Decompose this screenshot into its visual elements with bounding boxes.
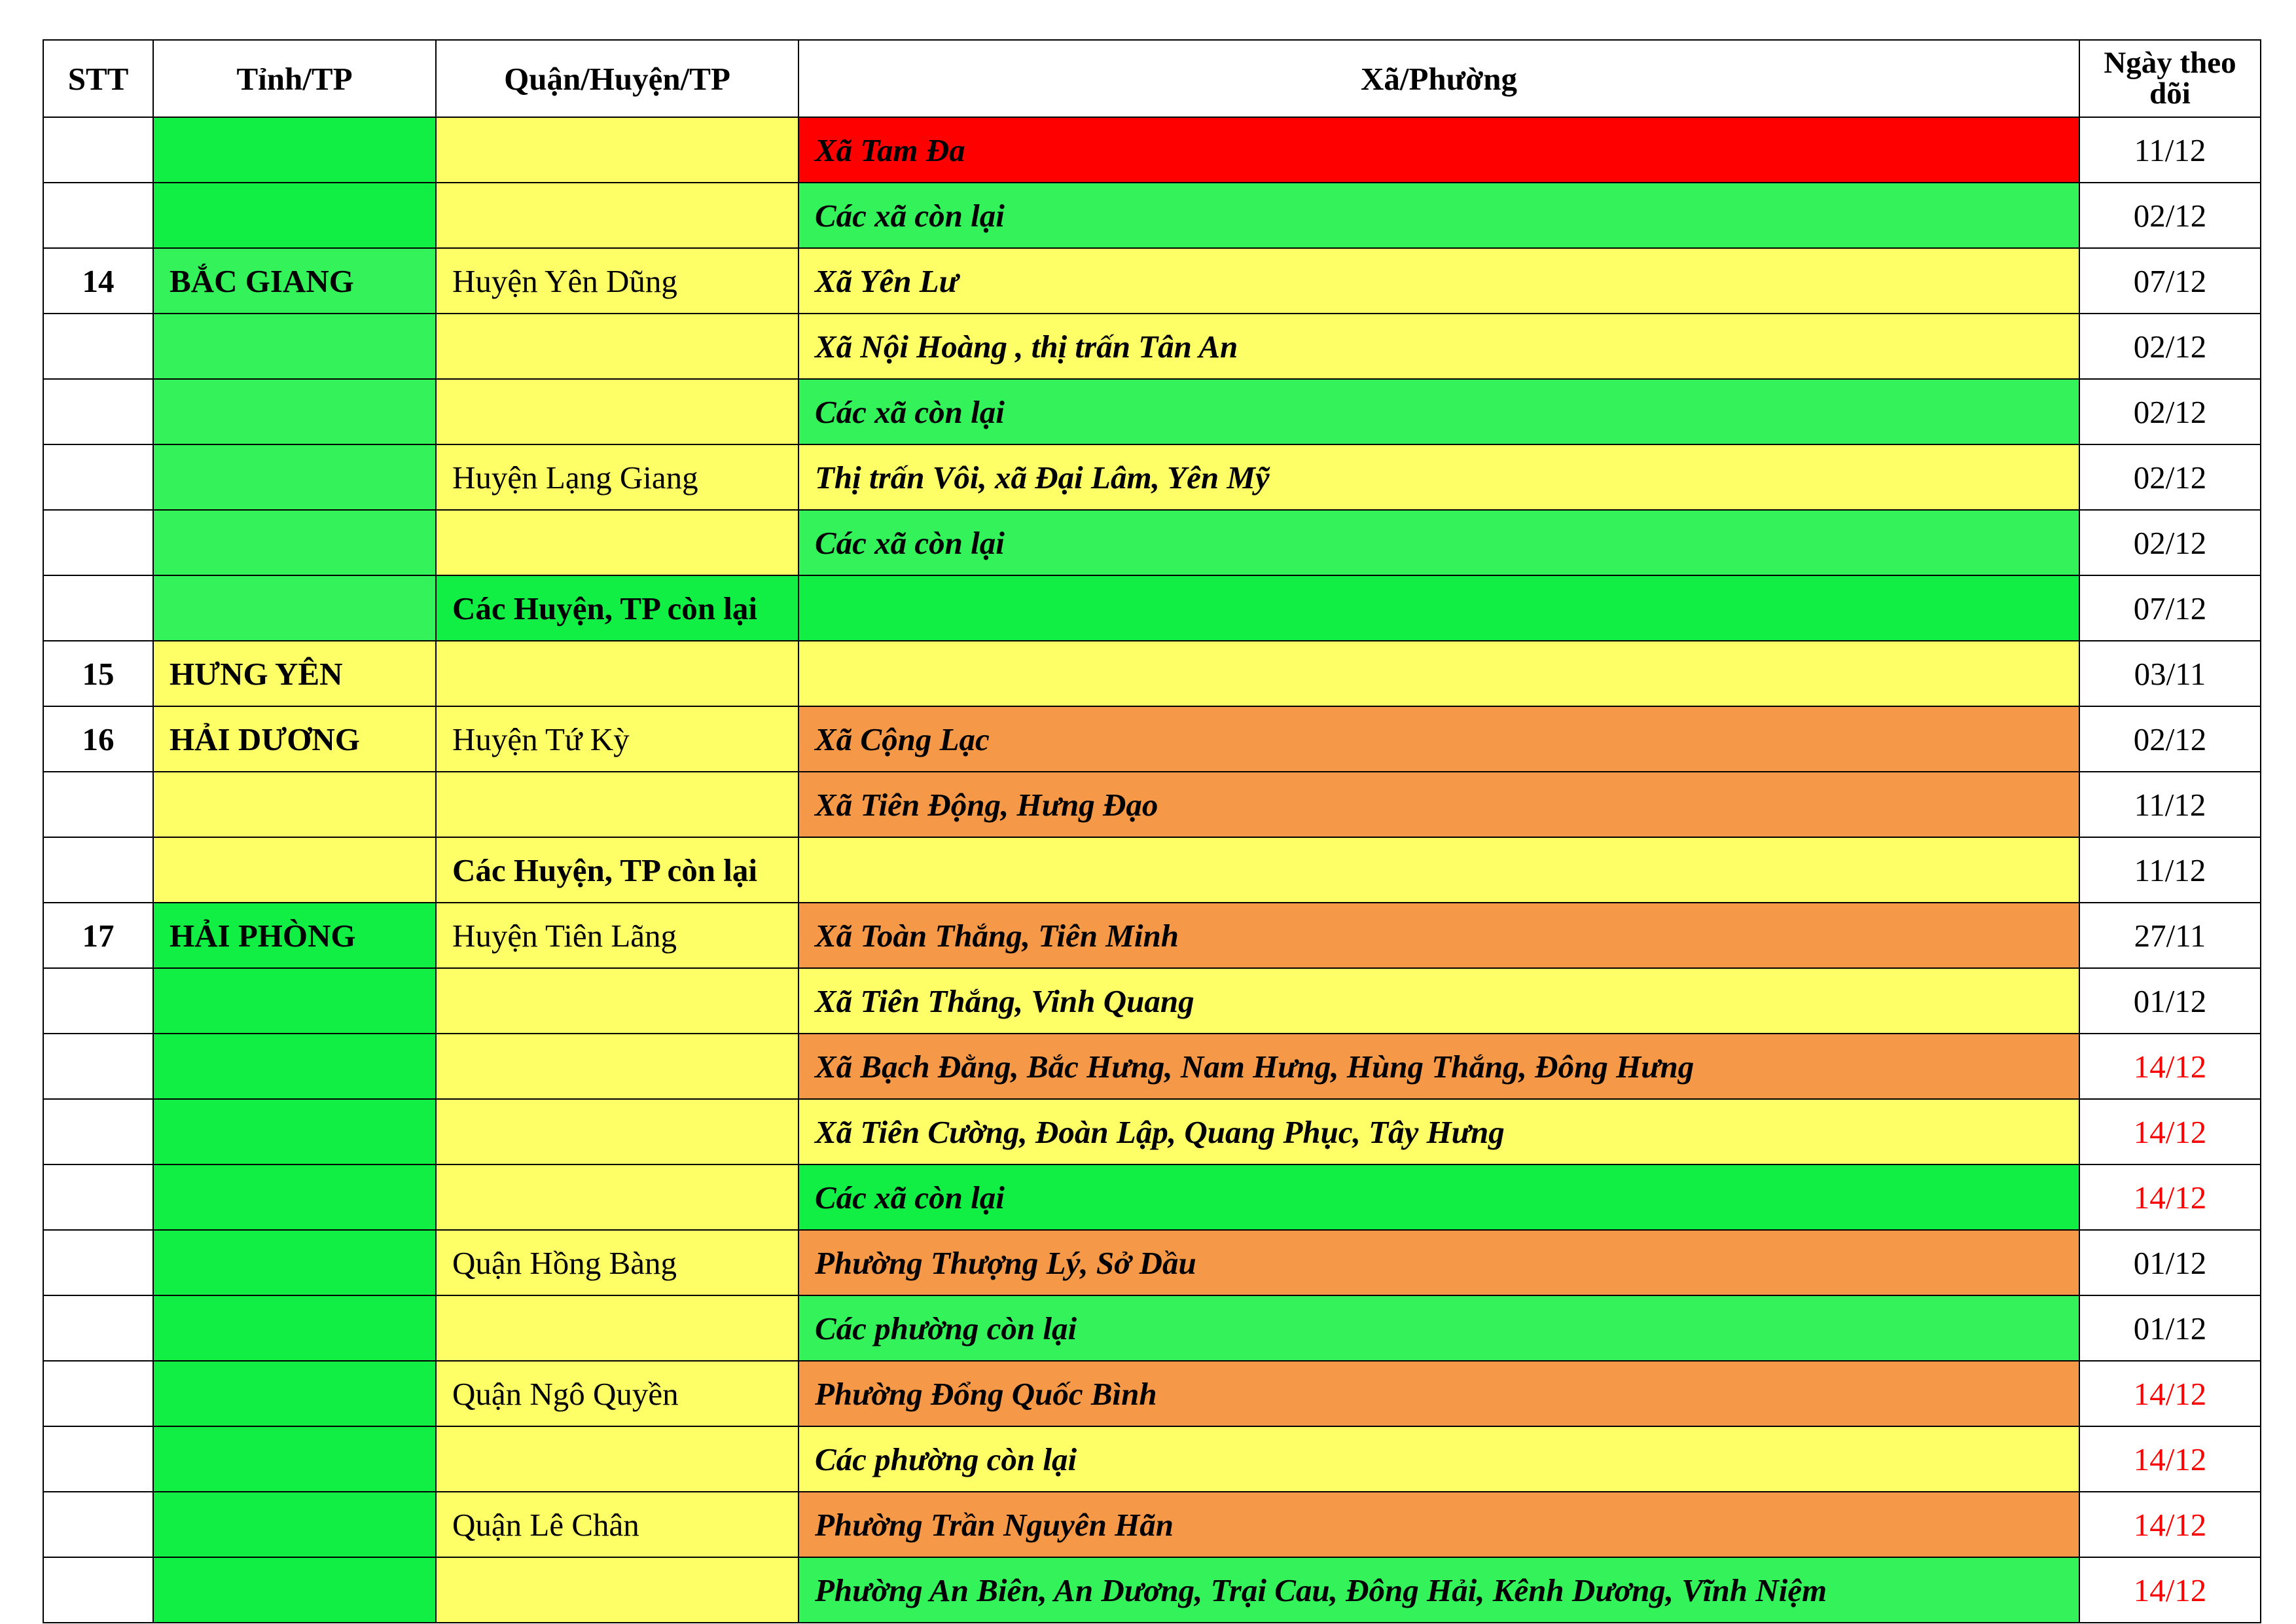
table-row: [43, 1230, 2261, 1295]
header-date: Ngày theo dõi: [2079, 40, 2261, 117]
header-district: Quận/Huyện/TP: [436, 40, 798, 117]
stt-cell: [43, 379, 153, 444]
table-row: [43, 1492, 2261, 1557]
stt-cell: [43, 510, 153, 575]
table-row: [43, 772, 2261, 837]
date-cell: 27/11: [2079, 903, 2261, 968]
header-row: [43, 40, 2261, 117]
stt-cell: [43, 1034, 153, 1099]
district-cell: [436, 1295, 798, 1361]
date-cell: 14/12: [2079, 1099, 2261, 1164]
ward-cell: Xã Yên Lư: [798, 248, 2079, 314]
table-row: [43, 1164, 2261, 1230]
date-cell: 02/12: [2079, 314, 2261, 379]
date-cell: 11/12: [2079, 117, 2261, 183]
district-cell: Các Huyện, TP còn lại: [436, 575, 798, 641]
table-row: [43, 314, 2261, 379]
stt-cell: 17: [43, 903, 153, 968]
date-cell: 14/12: [2079, 1361, 2261, 1426]
district-cell: Quận Hồng Bàng: [436, 1230, 798, 1295]
ward-cell: Các xã còn lại: [798, 379, 2079, 444]
table-row: [43, 575, 2261, 641]
stt-cell: [43, 1099, 153, 1164]
stt-cell: [43, 837, 153, 903]
stt-cell: 16: [43, 706, 153, 772]
stt-cell: [43, 444, 153, 510]
district-cell: [436, 183, 798, 248]
date-cell: 14/12: [2079, 1164, 2261, 1230]
stt-cell: [43, 1426, 153, 1492]
province-cell: [153, 510, 436, 575]
ward-cell: Phường Trần Nguyên Hãn: [798, 1492, 2079, 1557]
district-cell: Huyện Yên Dũng: [436, 248, 798, 314]
ward-cell: Các phường còn lại: [798, 1295, 2079, 1361]
ward-cell: Phường An Biên, An Dương, Trại Cau, Đông Hải, Kênh Dương, Vĩnh Niệm: [798, 1557, 2079, 1623]
table-row: [43, 117, 2261, 183]
table-row: [43, 183, 2261, 248]
stt-cell: [43, 1557, 153, 1623]
province-cell: [153, 1230, 436, 1295]
date-cell: 02/12: [2079, 706, 2261, 772]
table-row: [43, 1295, 2261, 1361]
stt-cell: [43, 314, 153, 379]
district-cell: [436, 117, 798, 183]
district-cell: [436, 1557, 798, 1623]
province-cell: HẢI DƯƠNG: [153, 706, 436, 772]
table-row: [43, 379, 2261, 444]
district-cell: [436, 314, 798, 379]
stt-cell: [43, 968, 153, 1034]
province-cell: [153, 183, 436, 248]
date-cell: 02/12: [2079, 510, 2261, 575]
ward-cell: [798, 837, 2079, 903]
district-cell: Quận Lê Chân: [436, 1492, 798, 1557]
ward-cell: Xã Nội Hoàng , thị trấn Tân An: [798, 314, 2079, 379]
table-row: [43, 1034, 2261, 1099]
date-cell: 01/12: [2079, 968, 2261, 1034]
date-cell: 14/12: [2079, 1492, 2261, 1557]
ward-cell: Xã Tiên Động, Hưng Đạo: [798, 772, 2079, 837]
province-cell: [153, 837, 436, 903]
table-row: [43, 706, 2261, 772]
date-cell: 11/12: [2079, 837, 2261, 903]
district-cell: [436, 1426, 798, 1492]
district-cell: [436, 968, 798, 1034]
table-row: [43, 903, 2261, 968]
table-row: [43, 444, 2261, 510]
district-cell: Quận Ngô Quyền: [436, 1361, 798, 1426]
stt-cell: [43, 575, 153, 641]
province-cell: [153, 772, 436, 837]
ward-cell: [798, 575, 2079, 641]
province-cell: [153, 1361, 436, 1426]
district-cell: Huyện Tiên Lãng: [436, 903, 798, 968]
header-province: Tỉnh/TP: [153, 40, 436, 117]
table-row: [43, 968, 2261, 1034]
province-cell: [153, 968, 436, 1034]
ward-cell: [798, 641, 2079, 706]
table-row: [43, 641, 2261, 706]
date-cell: 07/12: [2079, 575, 2261, 641]
province-cell: [153, 1034, 436, 1099]
stt-cell: 14: [43, 248, 153, 314]
district-cell: Huyện Lạng Giang: [436, 444, 798, 510]
stt-cell: [43, 183, 153, 248]
ward-cell: Phường Đổng Quốc Bình: [798, 1361, 2079, 1426]
stt-cell: [43, 117, 153, 183]
table-row: [43, 1361, 2261, 1426]
date-cell: 03/11: [2079, 641, 2261, 706]
stt-cell: [43, 1295, 153, 1361]
province-cell: [153, 1557, 436, 1623]
province-cell: [153, 1164, 436, 1230]
table-row: [43, 1557, 2261, 1623]
province-cell: HẢI PHÒNG: [153, 903, 436, 968]
ward-cell: Xã Tiên Cường, Đoàn Lập, Quang Phục, Tây Hưng: [798, 1099, 2079, 1164]
stt-cell: 15: [43, 641, 153, 706]
district-cell: [436, 1099, 798, 1164]
table-row: [43, 837, 2261, 903]
table-row: [43, 248, 2261, 314]
province-cell: [153, 314, 436, 379]
date-cell: 02/12: [2079, 444, 2261, 510]
ward-cell: Thị trấn Vôi, xã Đại Lâm, Yên Mỹ: [798, 444, 2079, 510]
stt-cell: [43, 772, 153, 837]
date-cell: 02/12: [2079, 183, 2261, 248]
ward-cell: Các xã còn lại: [798, 1164, 2079, 1230]
province-cell: [153, 1099, 436, 1164]
district-cell: [436, 641, 798, 706]
district-cell: Huyện Tứ Kỳ: [436, 706, 798, 772]
ward-cell: Phường Thượng Lý, Sở Dầu: [798, 1230, 2079, 1295]
date-cell: 11/12: [2079, 772, 2261, 837]
date-cell: 07/12: [2079, 248, 2261, 314]
district-cell: [436, 510, 798, 575]
stt-cell: [43, 1230, 153, 1295]
district-cell: Các Huyện, TP còn lại: [436, 837, 798, 903]
ward-cell: Xã Bạch Đằng, Bắc Hưng, Nam Hưng, Hùng Thắng, Đông Hưng: [798, 1034, 2079, 1099]
ward-cell: Xã Toàn Thắng, Tiên Minh: [798, 903, 2079, 968]
district-cell: [436, 379, 798, 444]
province-cell: [153, 575, 436, 641]
province-cell: [153, 117, 436, 183]
province-cell: [153, 1492, 436, 1557]
ward-cell: Các xã còn lại: [798, 183, 2079, 248]
table-row: [43, 510, 2261, 575]
ward-cell: Xã Tiên Thắng, Vinh Quang: [798, 968, 2079, 1034]
province-cell: HƯNG YÊN: [153, 641, 436, 706]
ward-cell: Các phường còn lại: [798, 1426, 2079, 1492]
district-cell: [436, 1164, 798, 1230]
district-cell: [436, 772, 798, 837]
header-ward: Xã/Phường: [798, 40, 2079, 117]
date-cell: 02/12: [2079, 379, 2261, 444]
province-cell: [153, 1295, 436, 1361]
ward-cell: Xã Tam Đa: [798, 117, 2079, 183]
province-cell: [153, 379, 436, 444]
stt-cell: [43, 1492, 153, 1557]
ward-cell: Các xã còn lại: [798, 510, 2079, 575]
table-row: [43, 1426, 2261, 1492]
zone-status-table: [43, 39, 2261, 1623]
ward-cell: Xã Cộng Lạc: [798, 706, 2079, 772]
date-cell: 14/12: [2079, 1034, 2261, 1099]
stt-cell: [43, 1164, 153, 1230]
date-cell: 14/12: [2079, 1426, 2261, 1492]
header-stt: STT: [43, 40, 153, 117]
province-cell: [153, 1426, 436, 1492]
date-cell: 01/12: [2079, 1295, 2261, 1361]
district-cell: [436, 1034, 798, 1099]
province-cell: BẮC GIANG: [153, 248, 436, 314]
province-cell: [153, 444, 436, 510]
stt-cell: [43, 1361, 153, 1426]
table-row: [43, 1099, 2261, 1164]
date-cell: 14/12: [2079, 1557, 2261, 1623]
date-cell: 01/12: [2079, 1230, 2261, 1295]
